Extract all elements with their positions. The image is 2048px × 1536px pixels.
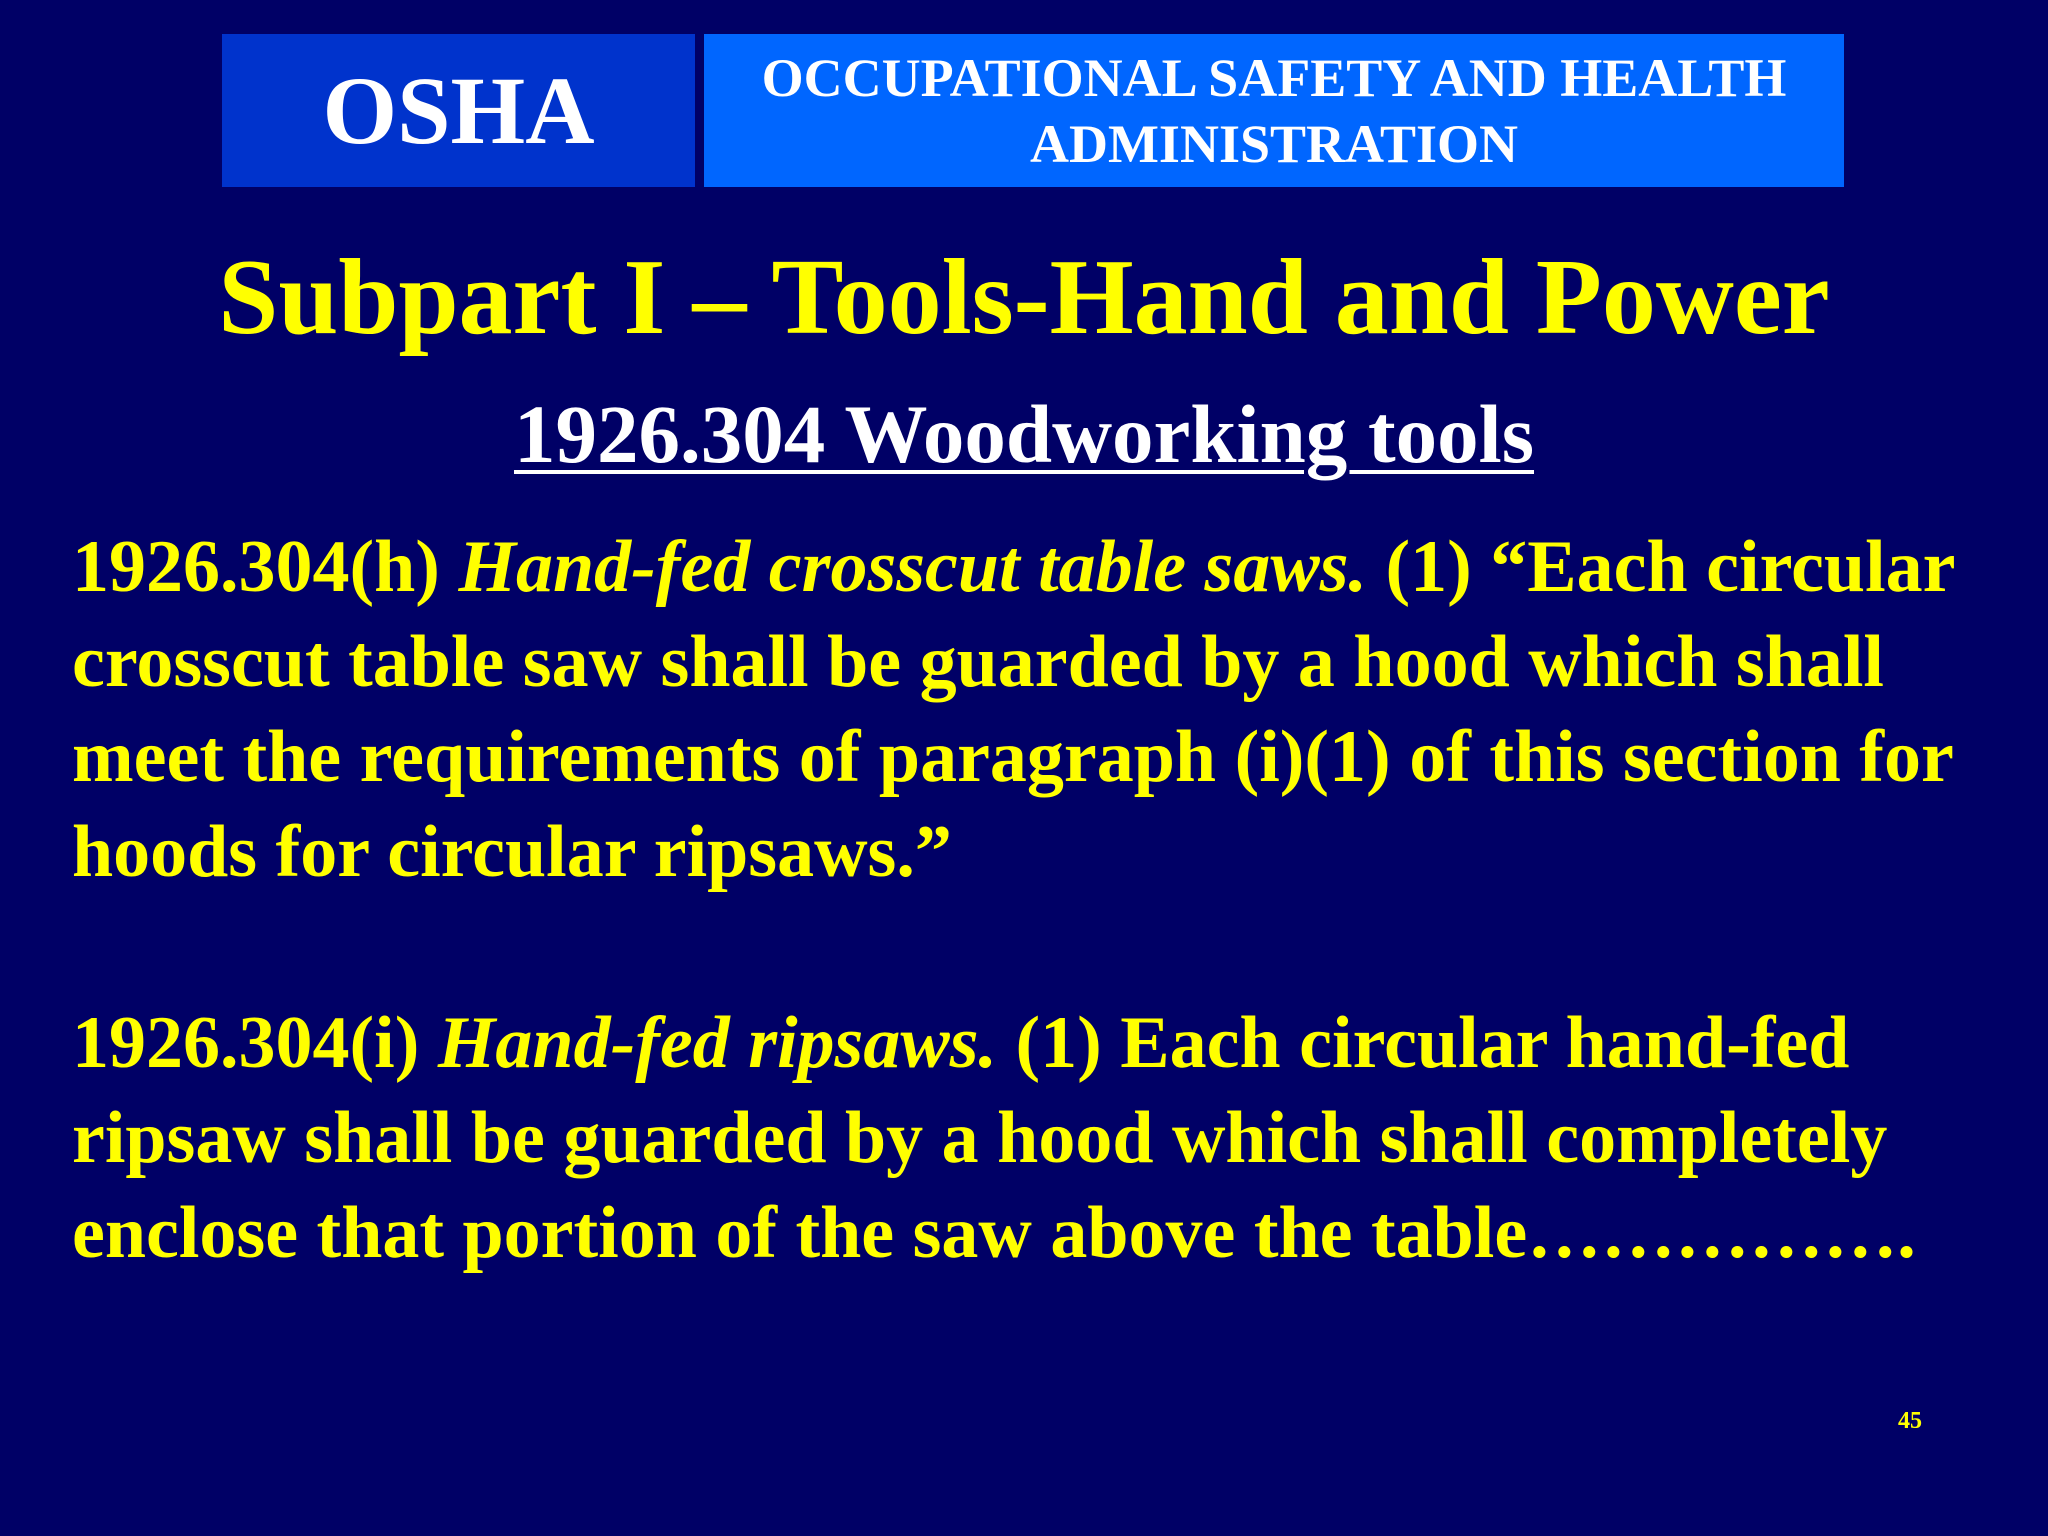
paragraph-citation: 1926.304(h) xyxy=(72,526,440,608)
paragraph-heading: Hand-fed crosscut table saws. xyxy=(458,526,1368,608)
paragraph-body: (1) “Each circular crosscut table saw shall be guarded by a hood which shall meet the requirements of paragraph (i)(1) of this section for hoods for circular ripsaws.” xyxy=(72,526,1955,893)
agency-name-box xyxy=(704,34,1844,187)
slide-title: Subpart I – Tools-Hand and Power xyxy=(218,238,1830,357)
osha-logo-box xyxy=(222,34,695,187)
paragraph-1926-304-h xyxy=(72,520,2012,900)
agency-name: OCCUPATIONAL SAFETY AND HEALTH ADMINISTRATION xyxy=(761,47,1787,174)
subtitle-text: 1926.304 Woodworking tools xyxy=(514,388,1534,480)
osha-logo-text: OSHA xyxy=(322,56,595,164)
paragraph-citation: 1926.304(i) xyxy=(72,1002,420,1084)
paragraph-body: (1) Each circular hand-fed ripsaw shall be guarded by a hood which shall completely enclose that portion of the saw above the table……………. xyxy=(72,1002,1916,1274)
paragraph-heading: Hand-fed ripsaws. xyxy=(437,1002,998,1084)
slide-subtitle xyxy=(0,386,2048,482)
paragraph-1926-304-i xyxy=(72,996,2012,1281)
page-number: 45 xyxy=(1898,1408,1922,1434)
